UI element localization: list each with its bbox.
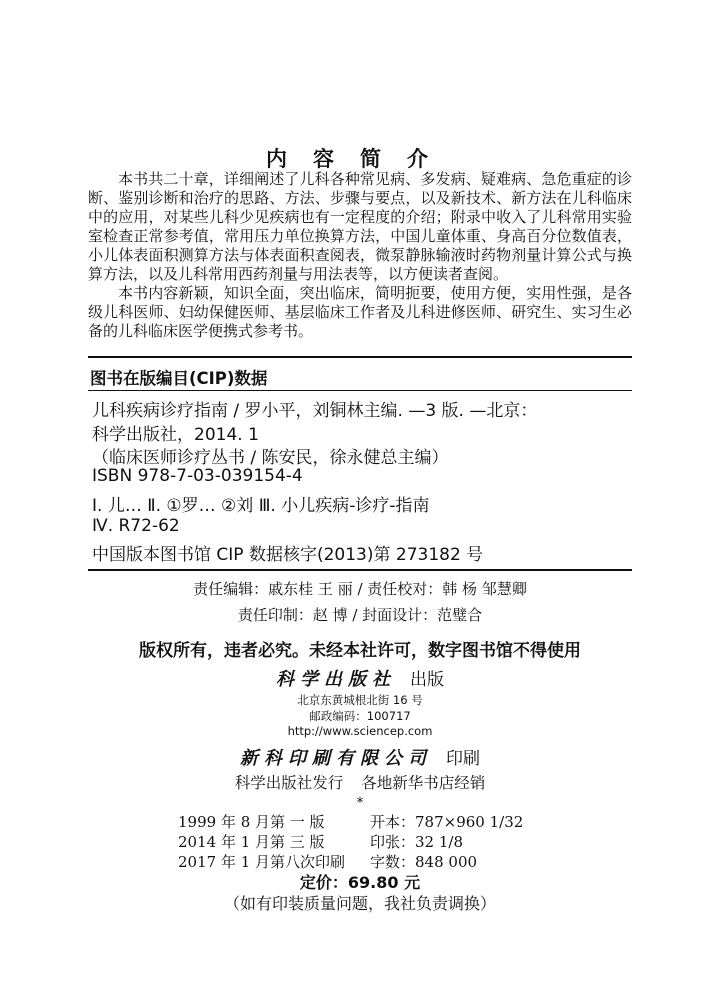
separator-star: * (356, 795, 364, 811)
publisher-website: http://www.sciencep.com (287, 724, 433, 738)
copyright-notice: 版权所有，违者必究。未经本社许可，数字图书馆不得使用 (139, 641, 581, 661)
cip-line-3: （临床医师诊疗丛书 / 陈安民，徐永健总主编） (92, 448, 449, 468)
cip-bottom-rule (88, 569, 632, 571)
publisher-role: 出版 (410, 670, 444, 690)
edition-row-right: 开本：787×960 1/32 (370, 813, 524, 831)
printer-role: 印刷 (446, 749, 480, 769)
quality-note: （如有印装质量问题，我社负责调换） (223, 894, 496, 913)
publisher-row (0, 665, 720, 691)
distribution-line (0, 771, 720, 793)
cip-top-rule (88, 356, 632, 358)
cip-line-6: Ⅳ. R72-62 (92, 516, 180, 536)
cip-line-4: ISBN 978-7-03-039154-4 (92, 466, 303, 486)
printer-row (0, 744, 720, 770)
cip-heading: 图书在版编目(CIP)数据 (90, 369, 268, 388)
cip-line-1: 儿科疾病诊疗指南 / 罗小平，刘铜林主编. —3 版. —北京： (92, 401, 538, 421)
edition-row-left: 1999 年 8 月第 一 版 (178, 813, 325, 831)
edition-row-left: 2014 年 1 月第 三 版 (178, 833, 325, 851)
price-label: 定价：69.80 元 (299, 873, 421, 892)
summary-body (88, 170, 632, 341)
cip-line-7: 中国版本图书馆 CIP 数据核字(2013)第 273182 号 (92, 545, 484, 565)
summary-title: 内容简介 (266, 146, 454, 171)
publisher-name: 科学出版社 (276, 669, 396, 690)
cip-line-5: Ⅰ. 儿… Ⅱ. ①罗… ②刘 Ⅲ. 小儿疾病-诊疗-指南 (92, 496, 430, 516)
summary-paragraph-1: 本书共二十章，详细阐述了儿科各种常见病、多发病、疑难病、急危重症的诊断、鉴别诊断和治疗的思路、方法、步骤与要点，以及新技术、新方法在儿科临床中的应用，对某些儿科少见疾病也有一定程度的介绍；附录中收入了儿科常用实验室检查正常参考值，常用压力单位换算方法，中国儿童体重、身高百分位数值表，小儿体表面积测算方法与体表面积查阅表，微泵静脉输液时药物剂量计算公式与换算方法，以及儿科常用西药剂量与用法表等，以方便读者查阅。 (88, 170, 632, 283)
publisher-postcode: 邮政编码：100717 (309, 709, 411, 723)
cip-line-2: 科学出版社，2014. 1 (92, 425, 259, 445)
edition-row (178, 831, 463, 852)
edition-row-right: 印张：32 1/8 (370, 833, 463, 851)
publisher-address: 北京东黄城根北街 16 号 (297, 693, 423, 707)
edition-row (178, 851, 477, 872)
distribution-seller: 各地新华书店经销 (361, 774, 486, 792)
edition-row (178, 811, 523, 832)
edition-row-right: 字数：848 000 (370, 853, 478, 871)
staff-line-2: 责任印制：赵 博 / 封面设计：范璧合 (237, 606, 483, 624)
staff-line-1: 责任编辑：戚东桂 王 丽 / 责任校对：韩 杨 邹慧卿 (193, 580, 527, 598)
distribution-issuer: 科学出版社发行 (234, 774, 344, 792)
cip-heading-rule (88, 390, 632, 391)
printer-name: 新科印刷有限公司 (240, 748, 432, 769)
edition-row-left: 2017 年 1 月第八次印刷 (178, 853, 346, 871)
summary-paragraph-2: 本书内容新颖，知识全面，突出临床，简明扼要，使用方便，实用性强，是各级儿科医师、妇幼保健医师、基层临床工作者及儿科进修医师、研究生、实习生必备的儿科临床医学便携式参考书。 (88, 284, 632, 340)
